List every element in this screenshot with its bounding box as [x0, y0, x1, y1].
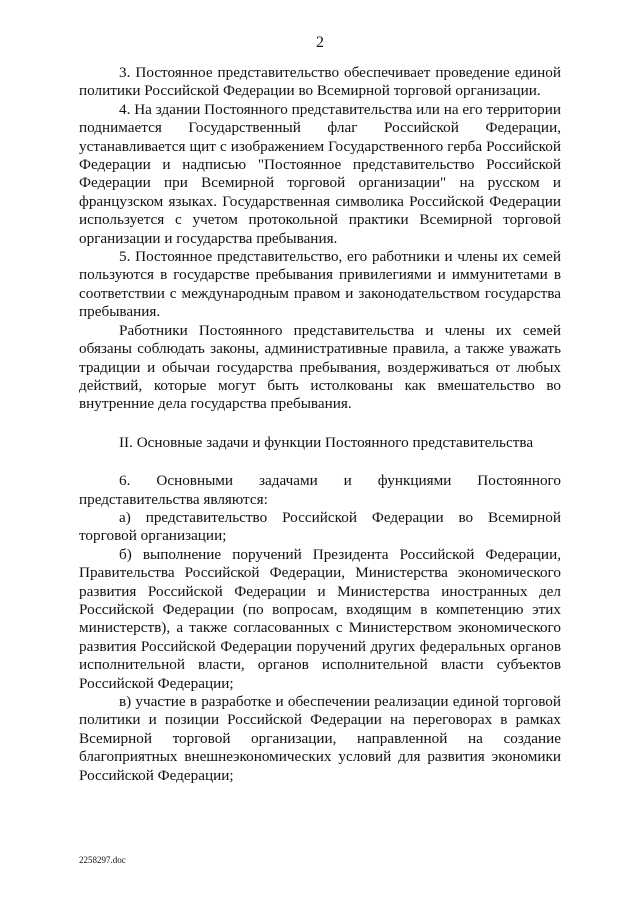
item-b: б) выполнение поручений Президента Российской Федерации, Правительства Российской Федерации, Министерства экономического развития Российской Федерации и Министерства иностранных дел Российской Федерации (по вопросам, входящим в компетенцию этих министерств), а также согласованных с Министерством экономического развития Российской Федерации поручений других федеральных органов исполнительной власти, органов исполнительной власти субъектов Российской Федерации; — [79, 545, 561, 692]
section-heading: II. Основные задачи и функции Постоянного представительства — [119, 433, 534, 451]
paragraph-5-continued: Работники Постоянного представительства и члены их семей обязаны соблюдать законы, административные правила, а также уважать традиции и обычаи государства пребывания, воздерживаться от любых действий, которые могут быть истолкованы как вмешательство во внутренние дела государства пребывания. — [79, 321, 561, 413]
paragraph-4: 4. На здании Постоянного представительства или на его территории поднимается Государственный флаг Российской Федерации, устанавливается щит с изображением Государственного герба Российской Федерации и надписью "Постоянное представительство Российской Федерации при Всемирной торговой организации" на русском и французском языках. Государственная символика Российской Федерации используется с учетом протокольной практики Всемирной торговой организации и государства пребывания. — [79, 100, 561, 247]
document-body — [79, 64, 561, 785]
paragraph-3: 3. Постоянное представительство обеспечивает проведение единой политики Российской Федерации во Всемирной торговой организации. — [79, 64, 561, 100]
paragraph-6: 6. Основными задачами и функциями Постоянного представительства являются: — [79, 472, 561, 508]
item-a: а) представительство Российской Федерации во Всемирной торговой организации; — [79, 508, 561, 545]
paragraph-5: 5. Постоянное представительство, его работники и члены их семей пользуются в государстве пребывания привилегиями и иммунитетами в соответствии с международным правом и законодательством государства пребывания. — [79, 248, 561, 321]
page-number: 2 — [316, 34, 324, 51]
file-name-footer: 2258297.doc — [79, 855, 126, 865]
item-v: в) участие в разработке и обеспечении реализации единой торговой политики и позиции Российской Федерации на переговорах в рамках Всемирной торговой организации, направленной на создание благоприятных внешнеэкономических условий для развития экономики Российской Федерации; — [79, 693, 561, 784]
